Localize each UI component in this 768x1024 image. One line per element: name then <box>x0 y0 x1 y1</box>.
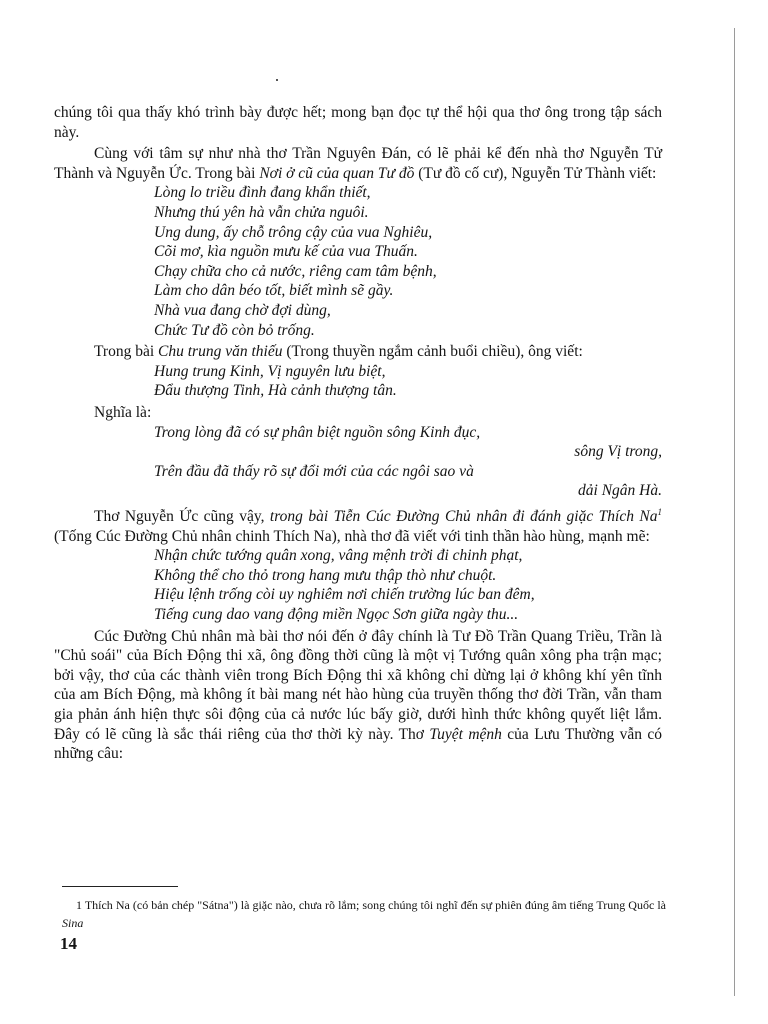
poem-line: Làm cho dân béo tốt, biết mình sẽ gầy. <box>154 282 394 300</box>
poem-line: Nhận chức tướng quân xong, vâng mệnh trời đi chinh phạt, <box>154 547 523 565</box>
poem-line: Chạy chữa cho cả nước, riêng cam tâm bệnh, <box>154 262 437 280</box>
poem-line: Chức Tư đồ còn bỏ trống. <box>154 321 315 339</box>
page-number: 14 <box>60 934 77 953</box>
poem-2 <box>54 362 662 401</box>
poem-4 <box>54 546 662 624</box>
poem-line: Ung dung, ấy chỗ trông cậy của vua Nghiêu, <box>154 223 433 241</box>
poem-title-tu-do-co-cu: Nơi ở cũ của quan Tư đồ <box>259 164 415 182</box>
speck <box>276 79 278 81</box>
paragraph-4: Nghĩa là: <box>94 403 152 421</box>
poem-line: Nhà vua đang chờ đợi dùng, <box>154 301 331 319</box>
footnote: 1 Thích Na (có bản chép "Sátna") là giặc nào, chưa rõ lắm; song chúng tôi nghĩ đến sự phiên đúng âm tiếng Trung Quốc là Sina <box>62 898 666 930</box>
poem-line: Không thể cho thỏ trong hang mưu thập thò như chuột. <box>154 566 497 584</box>
poem-line: Nhưng thú yên hà vẫn chửa nguôi. <box>154 203 369 221</box>
footnote-marker: 1 <box>657 506 662 517</box>
footnote-rule <box>62 886 178 887</box>
paragraph-2: Cùng với tâm sự như nhà thơ Trần Nguyên Đán, có lẽ phải kể đến nhà thơ Nguyễn Tử Thành và Nguyễn Ức. Trong bài Nơi ở cũ của quan Tư đồ (Tư đồ cố cư), Nguyễn Tử Thành viết: <box>54 145 662 182</box>
paragraph-1: chúng tôi qua thấy khó trình bày được hết; mong bạn đọc tự thể hội qua thơ ông trong tập sách này. <box>54 104 662 141</box>
poem-line: Tiếng cung dao vang động miền Ngọc Sơn giữa ngày thu... <box>154 606 519 623</box>
paragraph-5: Thơ Nguyễn Ức cũng vậy, trong bài Tiễn Cúc Đường Chủ nhân đi đánh giặc Thích Na$^1$ (Tống Cúc Đường Chủ nhân chinh Thích Na), nhà thơ đã viết với tinh thần hào hùng, mạnh mẽ: <box>54 506 662 545</box>
poem-line-continuation: sông Vị trong, <box>574 443 662 461</box>
poem-line: Trên đầu đã thấy rõ sự đổi mới của các ngôi sao và <box>154 462 474 480</box>
poem-line-continuation: dải Ngân Hà. <box>578 482 662 500</box>
poem-3 <box>54 423 662 501</box>
poem-line: Đẩu thượng Tinh, Hà cảnh thượng tân. <box>154 382 397 400</box>
poem-line: Hiệu lệnh trống còi uy nghiêm nơi chiến trường lúc ban đêm, <box>154 586 535 604</box>
poem-line: Lòng lo triều đình đang khẩn thiết, <box>154 184 371 202</box>
poem-line: Trong lòng đã có sự phân biệt nguồn sông Kinh đục, <box>154 423 481 441</box>
poem-1 <box>54 183 662 340</box>
poem-title-chu-trung: Chu trung văn thiếu <box>158 343 283 361</box>
page-edge-line <box>734 28 735 996</box>
paragraph-6: Cúc Đường Chủ nhân mà bài thơ nói đến ở đây chính là Tư Đồ Trần Quang Triều, Trần là "Chủ soái" của Bích Động thi xã, ông đồng thời cũng là một vị Tướng quân xông pha trận mạc; bởi vậy, thơ của các thành viên trong Bích Động thi xã không chỉ dừng lại ở không khí yên tĩnh của am Bích Động, mà không ít bài mang nét hào hùng của truyền thống thơ đời Trần, vẫn tham gia phản ánh hiện thực sôi động của cả nước lúc bấy giờ, dưới hình thức không quyết liệt lắm. Đây có lẽ cũng là sắc thái riêng của thơ thời kỳ này. Thơ Tuyệt mệnh của Lưu Thường vẫn có những câu: <box>54 627 662 763</box>
paragraph-3: Trong bài Chu trung văn thiếu (Trong thuyền ngắm cảnh buổi chiều), ông viết: <box>94 343 583 361</box>
page-body <box>54 103 662 764</box>
poem-line: Hung trung Kinh, Vị nguyên lưu biệt, <box>154 362 386 380</box>
poem-line: Cõi mơ, kìa nguồn mưu kế của vua Thuấn. <box>154 243 418 261</box>
